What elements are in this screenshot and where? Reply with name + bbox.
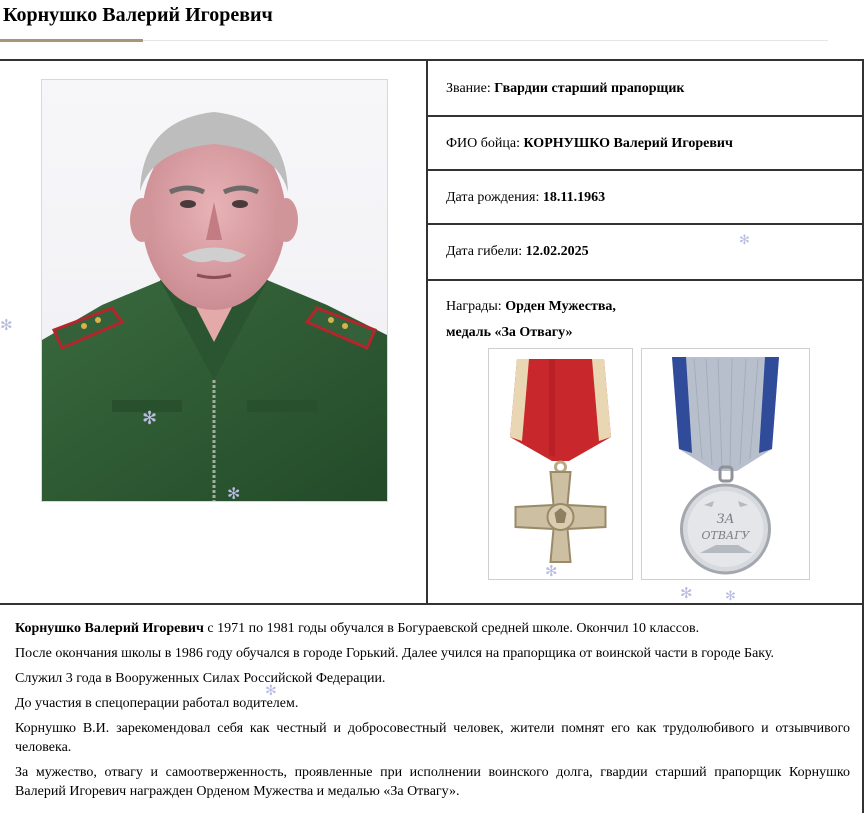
info-column — [428, 61, 862, 603]
snowflake-icon: ✻ — [725, 589, 736, 604]
snowflake-icon: ✻ — [0, 316, 13, 334]
name-value: КОРНУШКО Валерий Игоревич — [523, 136, 733, 151]
snowflake-icon: ✻ — [227, 484, 241, 503]
page-title: Корнушко Валерий Игоревич — [3, 4, 273, 26]
snowflake-icon: ✻ — [142, 408, 158, 429]
birth-value: 18.11.1963 — [542, 190, 606, 205]
soldier-photo — [41, 79, 388, 502]
bio-paragraph-1 — [15, 619, 850, 638]
medal-for-courage-image — [641, 348, 810, 580]
awards-value-1: Орден Мужества, — [505, 299, 616, 314]
rank-value: Гвардии старший прапорщик — [494, 81, 685, 96]
name-label: ФИО бойца: — [446, 136, 520, 151]
bio-paragraph-6: За мужество, отвагу и самоотверженность, проявленные при исполнении воинского долга, гвардии старший прапорщик Корнушко Валерий Игоревич награжден Орденом Мужества и медалью «За Отвагу». — [15, 765, 850, 799]
death-value: 12.02.2025 — [525, 244, 589, 259]
rank-label: Звание: — [446, 81, 491, 96]
bio-name-bold: Корнушко Валерий Игоревич — [15, 621, 204, 636]
death-row — [428, 225, 862, 281]
title-accent-bar — [0, 39, 143, 42]
awards-value-2: медаль «За Отвагу» — [446, 325, 573, 340]
awards-row — [428, 281, 862, 346]
bio-paragraph-4: До участия в спецоперации работал водителем. — [15, 696, 299, 711]
valor-medal-text-2: ОТВАГУ — [701, 529, 750, 542]
soldier-portrait-image — [42, 80, 387, 501]
birth-row — [428, 171, 862, 225]
rank-row — [428, 61, 862, 117]
snowflake-icon: ✻ — [265, 683, 277, 699]
name-row — [428, 117, 862, 171]
soldier-card — [0, 59, 864, 603]
death-label: Дата гибели: — [446, 244, 523, 259]
order-of-courage-image — [488, 348, 633, 580]
snowflake-icon: ✻ — [680, 584, 693, 602]
snowflake-icon: ✻ — [739, 233, 750, 248]
bio-paragraph-2: После окончания школы в 1986 году обучался в городе Горький. Далее учился на прапорщика от воинской части в городе Баку. — [15, 646, 774, 661]
medal-for-valor-icon — [642, 349, 809, 579]
awards-label: Награды: — [446, 299, 502, 314]
order-of-courage-icon — [489, 349, 632, 579]
birth-label: Дата рождения: — [446, 190, 540, 205]
snowflake-icon: ✻ — [545, 562, 558, 580]
biography-section — [0, 603, 864, 813]
valor-medal-text-1: ЗА — [716, 512, 735, 527]
bio-paragraph-1-text: с 1971 по 1981 годы обучался в Богураевской средней школе. Окончил 10 классов. — [203, 621, 700, 636]
bio-paragraph-3: Служил 3 года в Вооруженных Силах Российской Федерации. — [15, 671, 386, 686]
bio-paragraph-5: Корнушко В.И. зарекомендовал себя как честный и добросовестный человек, жители помнят его как трудолюбивого и отзывчивого человека. — [15, 721, 850, 755]
